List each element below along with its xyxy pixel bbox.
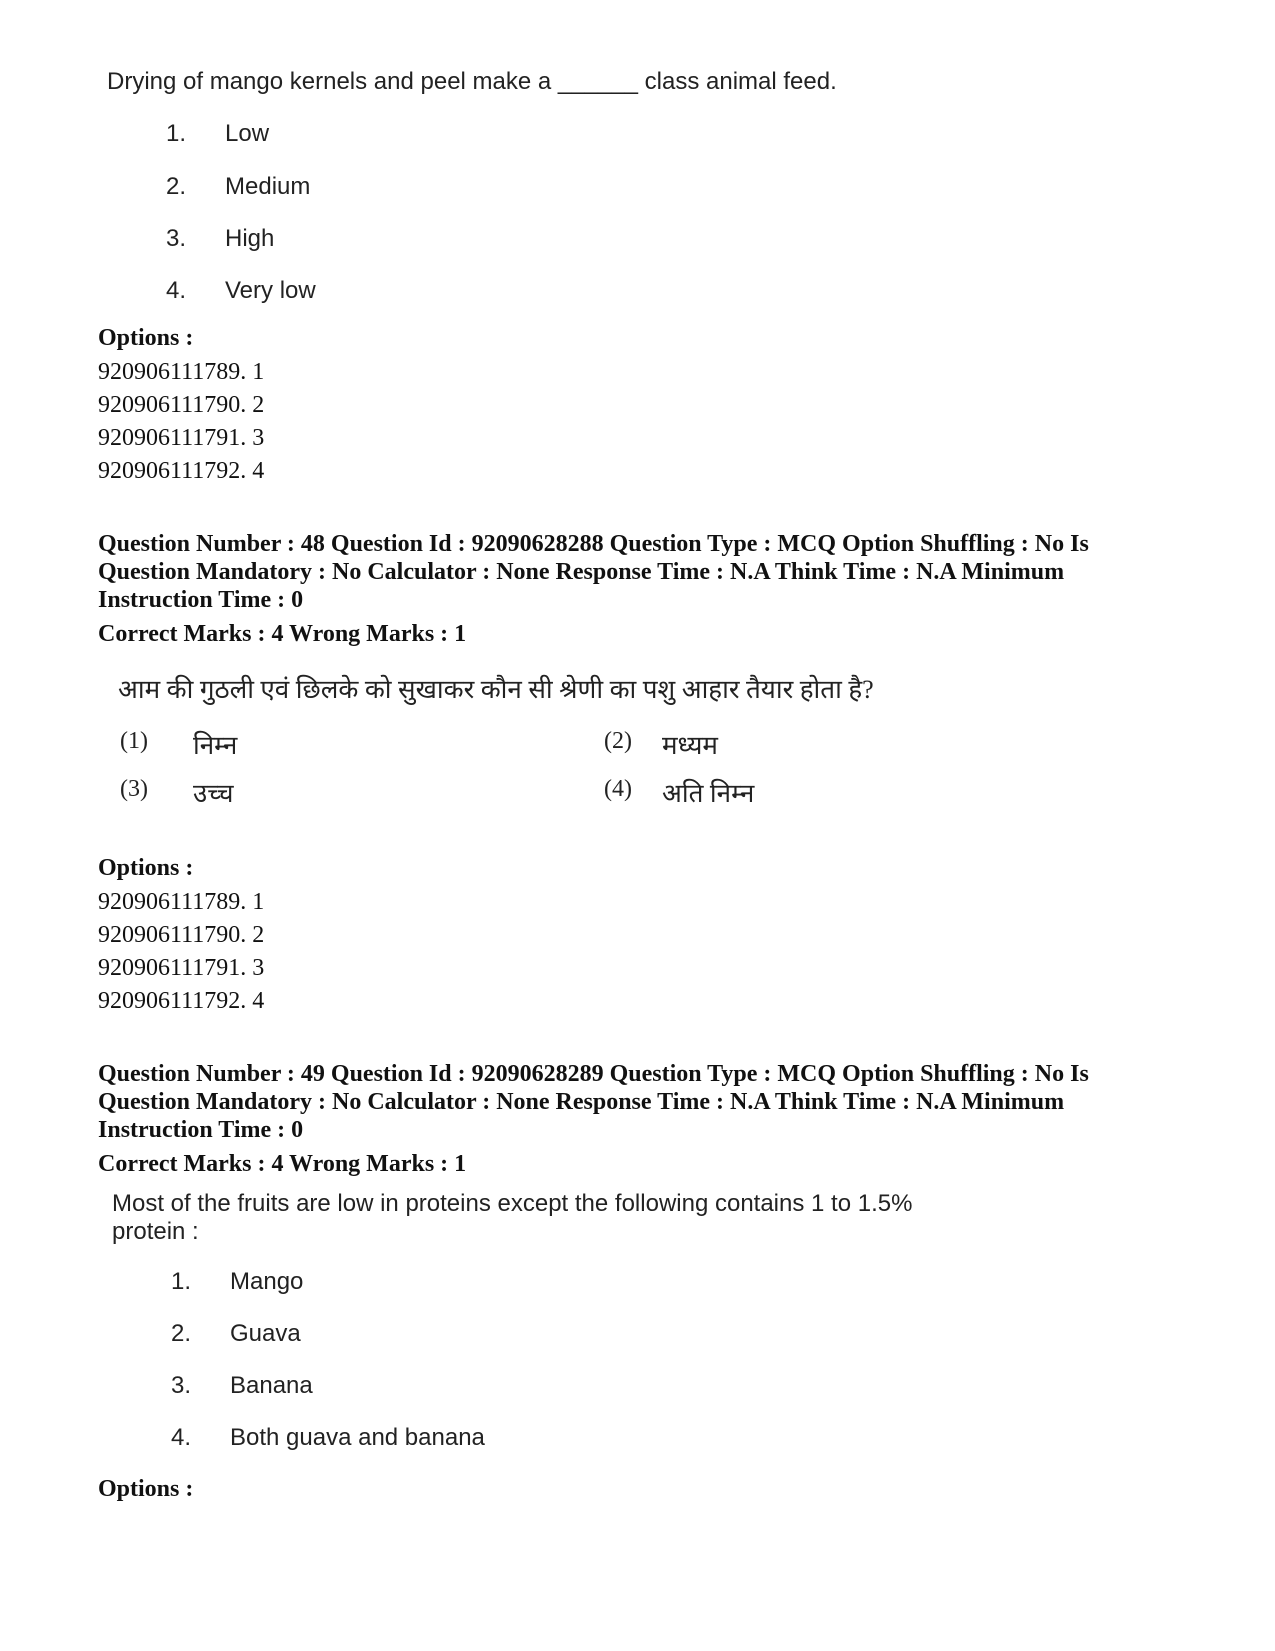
q49-question-text-line-2: protein : — [112, 1218, 199, 1245]
q48-meta-line-2: Question Mandatory : No Calculator : None Response Time : N.A Think Time : N.A Minimum — [98, 559, 1065, 585]
q48-option-id-4: 920906111792. 4 — [98, 988, 265, 1014]
q49-choice-4-number: 4. — [171, 1424, 192, 1451]
q48-choice-1-number: (1) — [120, 728, 148, 754]
q49-choice-1-text: Mango — [230, 1268, 304, 1295]
q49-meta-line-2: Question Mandatory : No Calculator : None Response Time : N.A Think Time : N.A Minimum — [98, 1089, 1065, 1115]
q49-choice-4-text: Both guava and banana — [230, 1424, 485, 1451]
q49-marks: Correct Marks : 4 Wrong Marks : 1 — [98, 1151, 467, 1177]
q48-options-heading: Options : — [98, 855, 194, 881]
q47-options-heading: Options : — [98, 325, 194, 351]
q47-choice-3-text: High — [225, 225, 275, 252]
q48-choice-4-text: अति निम्न — [662, 779, 755, 808]
q49-meta-line-1: Question Number : 49 Question Id : 92090628289 Question Type : MCQ Option Shuffling : No Is — [98, 1061, 1089, 1087]
q49-options-heading: Options : — [98, 1476, 194, 1502]
q47-option-id-4: 920906111792. 4 — [98, 458, 265, 484]
q47-choice-2-number: 2. — [166, 173, 187, 200]
q48-question-text-hindi: आम की गुठली एवं छिलके को सुखाकर कौन सी श्रेणी का पशु आहार तैयार होता है? — [118, 675, 874, 704]
q47-choice-1-text: Low — [225, 120, 270, 147]
q49-choice-2-text: Guava — [230, 1320, 301, 1347]
q49-choice-3-number: 3. — [171, 1372, 192, 1399]
q47-choice-3-number: 3. — [166, 225, 187, 252]
q48-choice-3-text: उच्च — [193, 779, 234, 808]
q49-choice-3-text: Banana — [230, 1372, 313, 1399]
q48-choice-4-number: (4) — [604, 776, 632, 802]
q48-option-id-2: 920906111790. 2 — [98, 922, 265, 948]
q48-option-id-1: 920906111789. 1 — [98, 889, 265, 915]
q47-option-id-1: 920906111789. 1 — [98, 359, 265, 385]
q47-question-text: Drying of mango kernels and peel make a ______ class animal feed. — [107, 68, 837, 95]
q49-meta-line-3: Instruction Time : 0 — [98, 1117, 304, 1143]
q48-choice-3-number: (3) — [120, 776, 148, 802]
q48-choice-1-text: निम्न — [193, 731, 238, 760]
q47-choice-4-number: 4. — [166, 277, 187, 304]
q48-marks: Correct Marks : 4 Wrong Marks : 1 — [98, 621, 467, 647]
q48-meta-line-3: Instruction Time : 0 — [98, 587, 304, 613]
q47-choice-2-text: Medium — [225, 173, 311, 200]
q47-choice-1-number: 1. — [166, 120, 187, 147]
q48-choice-2-text: मध्यम — [662, 731, 718, 760]
q48-meta-line-1: Question Number : 48 Question Id : 92090628288 Question Type : MCQ Option Shuffling : No Is — [98, 531, 1089, 557]
q49-choice-1-number: 1. — [171, 1268, 192, 1295]
q49-choice-2-number: 2. — [171, 1320, 192, 1347]
q47-option-id-3: 920906111791. 3 — [98, 425, 265, 451]
q47-option-id-2: 920906111790. 2 — [98, 392, 265, 418]
q48-option-id-3: 920906111791. 3 — [98, 955, 265, 981]
q49-question-text-line-1: Most of the fruits are low in proteins except the following contains 1 to 1.5% — [112, 1190, 913, 1217]
q48-choice-2-number: (2) — [604, 728, 632, 754]
q47-choice-4-text: Very low — [225, 277, 316, 304]
